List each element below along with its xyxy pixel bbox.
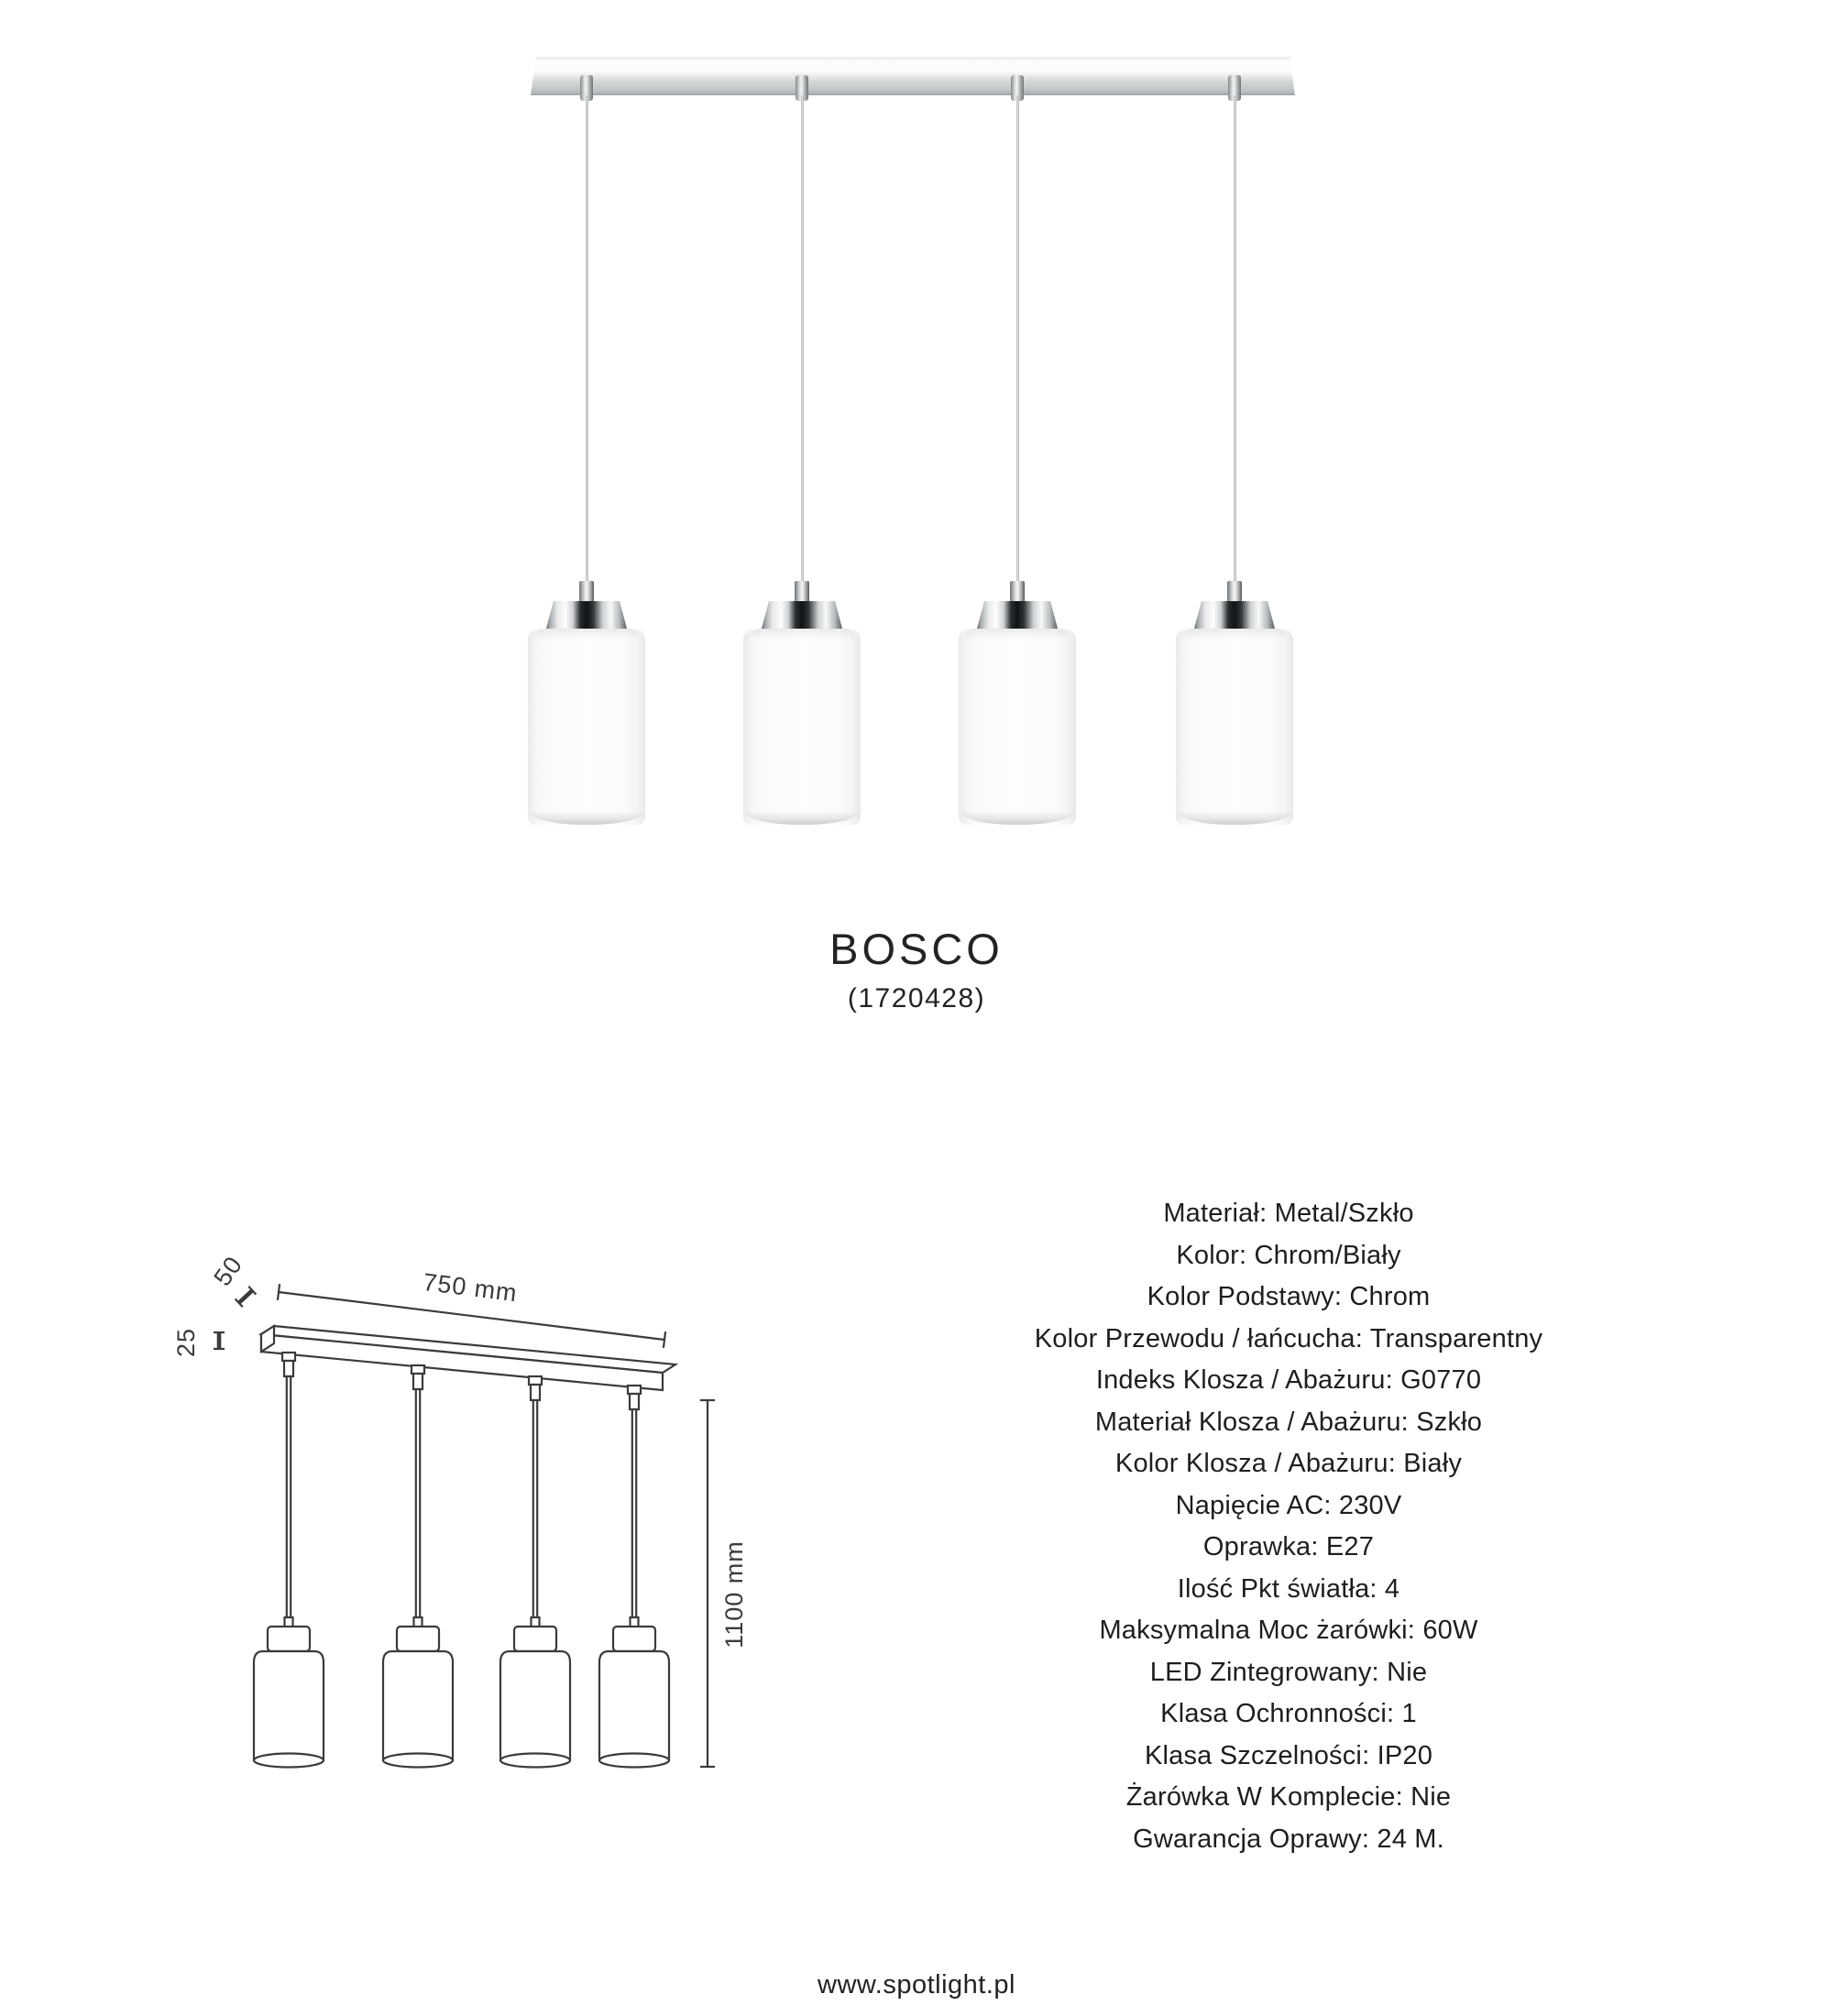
chrome-socket-cap	[762, 601, 842, 629]
product-code: (1720428)	[847, 983, 986, 1013]
depth-dimension-label: 50	[208, 1251, 248, 1291]
drawing-shades	[254, 1617, 669, 1768]
drop-dimension	[700, 1400, 748, 1767]
cord	[801, 95, 804, 585]
spec-item: LED Zintegrowany: Nie	[1149, 1657, 1428, 1687]
chrome-socket-cap	[546, 601, 627, 629]
footer	[0, 1970, 1833, 2000]
pendant	[1176, 75, 1293, 827]
spec-item: Kolor: Chrom/Biały	[1176, 1240, 1401, 1270]
spec-list	[995, 1193, 1582, 1860]
spec-item: Oprawka: E27	[1202, 1532, 1375, 1561]
pendant	[959, 75, 1076, 827]
cord-nipple	[795, 581, 809, 603]
glass-shade	[1176, 629, 1293, 825]
title-block	[0, 924, 1833, 1014]
spec-item: Ilość Pkt światła: 4	[1177, 1573, 1400, 1604]
spec-item: Materiał Klosza / Abażuru: Szkło	[1094, 1407, 1483, 1437]
product-name: BOSCO	[829, 925, 1004, 973]
spec-item: Napięcie AC: 230V	[1175, 1490, 1402, 1520]
pendant	[528, 75, 645, 827]
spec-item: Kolor Klosza / Abażuru: Biały	[1114, 1449, 1463, 1478]
chrome-socket-cap	[1194, 601, 1275, 629]
cord-nipple	[1010, 581, 1025, 603]
bar-height-dimension	[172, 1328, 225, 1357]
cord-nipple	[579, 581, 594, 603]
cord	[1016, 95, 1019, 585]
spec-item: Gwarancja Oprawy: 24 M.	[1133, 1824, 1444, 1854]
cord	[586, 95, 588, 585]
width-dimension-label: 750 mm	[421, 1267, 520, 1308]
spec-item: Indeks Klosza / Abażuru: G0770	[1095, 1365, 1482, 1395]
website-link[interactable]: www.spotlight.pl	[818, 1970, 1015, 2000]
chrome-socket-cap	[977, 601, 1058, 629]
cord-nipple	[1227, 581, 1242, 603]
depth-dimension	[209, 1251, 257, 1307]
technical-drawing	[128, 1219, 770, 1824]
product-photo	[0, 0, 1833, 880]
pendant	[743, 75, 861, 827]
spec-item: Kolor Przewodu / łańcucha: Transparentny	[1034, 1323, 1543, 1353]
glass-shade	[528, 629, 645, 825]
glass-shade	[743, 629, 861, 825]
drawing-ceiling-bar	[261, 1326, 675, 1390]
spec-item: Materiał: Metal/Szkło	[1163, 1199, 1414, 1228]
spec-item: Maksymalna Moc żarówki: 60W	[1099, 1616, 1478, 1645]
drawing-cords	[282, 1353, 641, 1617]
spec-item: Klasa Ochronności: 1	[1160, 1699, 1417, 1728]
glass-shade	[959, 629, 1076, 825]
spec-item: Kolor Podstawy: Chrom	[1147, 1282, 1431, 1311]
cord	[1234, 95, 1236, 585]
drop-dimension-label: 1100 mm	[720, 1540, 748, 1649]
spec-item: Żarówka W Komplecie: Nie	[1125, 1782, 1452, 1812]
spec-item: Klasa Szczelności: IP20	[1144, 1740, 1433, 1770]
bar-height-dimension-label: 25	[172, 1327, 200, 1358]
